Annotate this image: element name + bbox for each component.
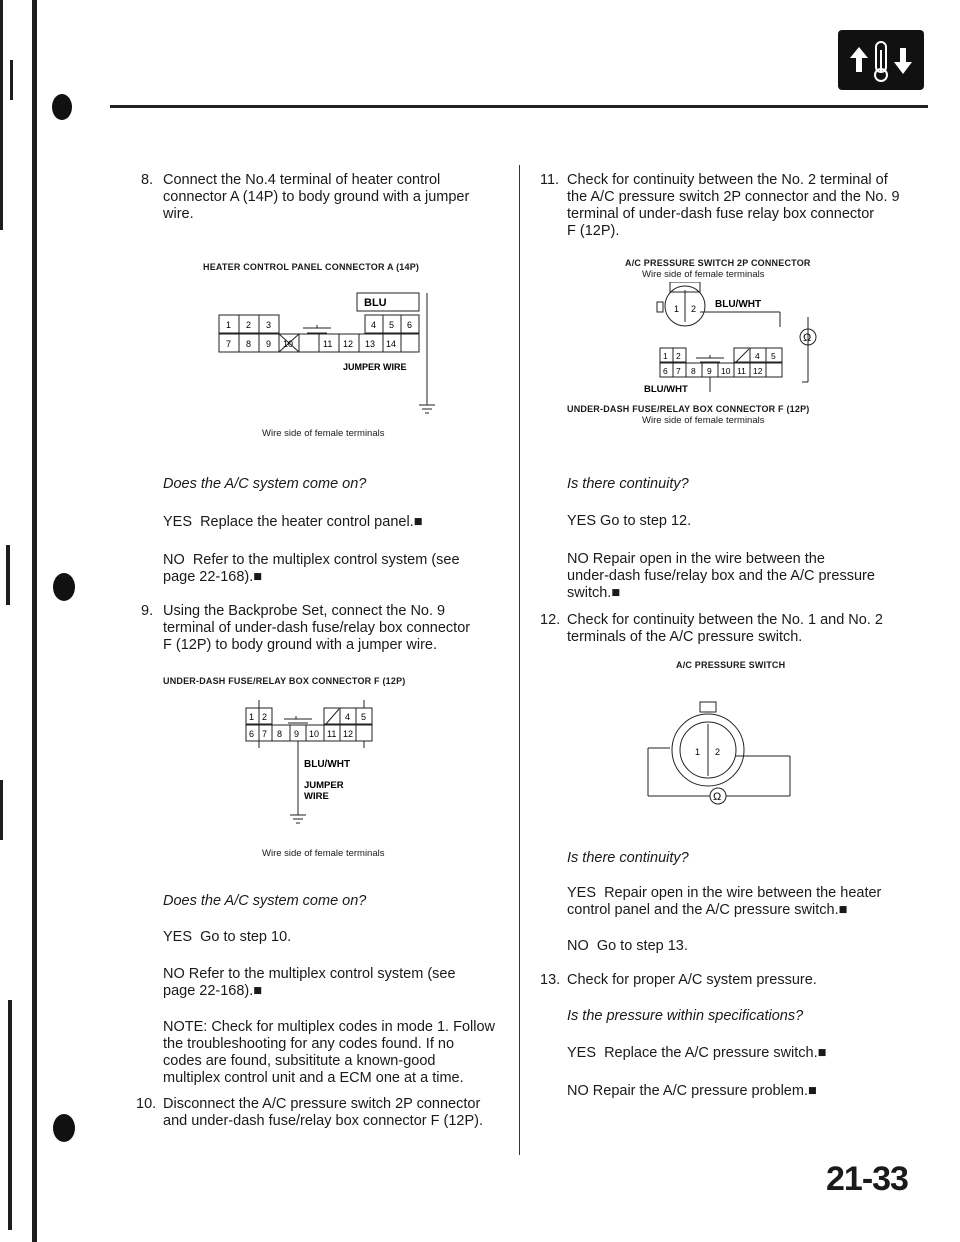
yes-answer xyxy=(567,885,912,919)
pin-number: 6 xyxy=(407,320,413,330)
note-line: multiplex control unit and a ECM one at a time. xyxy=(163,1070,464,1086)
pin-number: 5 xyxy=(771,351,776,361)
pin-number: 12 xyxy=(343,339,354,349)
no-label: NO xyxy=(567,551,589,567)
step-number: 11. xyxy=(540,172,560,188)
question: Is there continuity? xyxy=(567,476,689,492)
pin-number: 11 xyxy=(327,729,337,739)
step-line: Connect the No.4 terminal of heater control xyxy=(163,172,441,188)
pressure-switch-diagram xyxy=(640,700,820,810)
step-line: terminal of under-dash fuse/relay box connector xyxy=(163,620,471,636)
column-divider xyxy=(519,165,520,1155)
yes-answer xyxy=(163,929,291,946)
step-8 xyxy=(141,172,503,223)
pin-number: 1 xyxy=(226,320,232,330)
no-text: Repair open in the wire between the xyxy=(592,551,825,567)
pin-number: 3 xyxy=(266,320,272,330)
question: Does the A/C system come on? xyxy=(163,476,367,492)
wire-color-label: BLU/WHT xyxy=(644,384,688,395)
step-number: 10. xyxy=(136,1096,157,1112)
note-line: codes are found, subsititute a known-good xyxy=(163,1053,436,1069)
pin-number: 13 xyxy=(365,339,376,349)
no-answer xyxy=(567,551,912,602)
no-answer xyxy=(163,966,503,1000)
step-9 xyxy=(141,603,503,654)
note-line: NOTE: Check for multiplex codes in mode 1. Follow xyxy=(163,1019,496,1035)
pin-number: 8 xyxy=(691,366,696,376)
pin-number: 12 xyxy=(753,366,763,376)
yes-text: control panel and the A/C pressure switch.■ xyxy=(567,902,848,918)
yes-label: YES xyxy=(163,929,193,945)
pin-number: 7 xyxy=(262,729,268,739)
diagram-title: A/C PRESSURE SWITCH xyxy=(676,660,786,670)
step-line: terminal of under-dash fuse relay box connector xyxy=(567,206,875,222)
pin-number: 11 xyxy=(737,366,746,376)
marker-1 xyxy=(52,94,72,120)
pin-number: 8 xyxy=(246,339,252,349)
step-line: F (12P). xyxy=(567,223,620,239)
pin-number: 2 xyxy=(246,320,252,330)
pin-number: 4 xyxy=(755,351,760,361)
continuity-test-diagram xyxy=(640,282,880,397)
yes-text: Replace the A/C pressure switch.■ xyxy=(604,1045,827,1061)
pin-number: 5 xyxy=(389,320,395,330)
step-line: Disconnect the A/C pressure switch 2P connector xyxy=(163,1096,481,1112)
step-number: 9. xyxy=(141,603,154,619)
section-markers xyxy=(42,80,82,1200)
jumper-label: JUMPER WIRE xyxy=(304,780,344,802)
no-text: Refer to the multiplex control system (see xyxy=(188,966,456,982)
yes-answer xyxy=(567,513,691,530)
yes-label: YES xyxy=(567,1045,597,1061)
diagram-title: UNDER-DASH FUSE/RELAY BOX CONNECTOR F (12P) xyxy=(163,676,406,686)
diagram-title: A/C PRESSURE SWITCH 2P CONNECTOR xyxy=(625,258,811,268)
no-text: Repair the A/C pressure problem.■ xyxy=(592,1083,817,1099)
ohm-symbol: Ω xyxy=(803,332,812,344)
diagram-title: HEATER CONTROL PANEL CONNECTOR A (14P) xyxy=(203,262,420,272)
pin-number: 7 xyxy=(676,366,681,376)
header-rule xyxy=(110,105,928,108)
step-10 xyxy=(136,1096,508,1130)
pin-number: 9 xyxy=(707,366,712,376)
diagram-subtitle: Wire side of female terminals xyxy=(642,415,765,426)
pin-number: 2 xyxy=(691,304,697,314)
step-number: 13. xyxy=(540,972,561,988)
pin-number: 10 xyxy=(309,729,320,739)
pin-number: 10 xyxy=(721,366,731,376)
step-number: 8. xyxy=(141,172,154,188)
marker-2 xyxy=(53,573,75,601)
no-label: NO xyxy=(163,552,185,568)
diagram-caption: Wire side of female terminals xyxy=(262,428,385,439)
no-answer xyxy=(567,938,688,955)
yes-answer xyxy=(163,514,422,531)
pin-number: 8 xyxy=(277,729,283,739)
pin-number: 1 xyxy=(663,351,668,361)
diagram-title: UNDER-DASH FUSE/RELAY BOX CONNECTOR F (12P) xyxy=(567,404,810,414)
diagram-caption: Wire side of female terminals xyxy=(262,848,385,859)
wire-color-label: BLU xyxy=(364,297,387,309)
no-text: page 22-168).■ xyxy=(163,569,263,585)
pin-number: 6 xyxy=(663,366,668,376)
step-line: wire. xyxy=(163,206,194,222)
yes-label: YES xyxy=(163,514,193,530)
note-line: the troubleshooting for any codes found. If no xyxy=(163,1036,455,1052)
jumper-label: JUMPER WIRE xyxy=(343,362,407,372)
page-number: 21-33 xyxy=(826,1160,908,1198)
pin-number: 5 xyxy=(361,712,367,722)
step-line: and under-dash fuse/relay box connector F (12P). xyxy=(163,1113,483,1129)
step-line: Using the Backprobe Set, connect the No. 9 xyxy=(163,603,446,619)
step-number: 12. xyxy=(540,612,561,628)
question: Is the pressure within specifications? xyxy=(567,1008,804,1024)
pin-number: 4 xyxy=(345,712,351,722)
pin-number: 1 xyxy=(695,747,701,757)
no-answer xyxy=(567,1083,817,1100)
heater-connector-diagram xyxy=(195,285,445,420)
step-line: connector A (14P) to body ground with a jumper xyxy=(163,189,470,205)
yes-text: Go to step 12. xyxy=(600,513,692,529)
pin-number: 4 xyxy=(371,320,377,330)
no-text: switch.■ xyxy=(567,585,621,601)
heater-thermometer-icon xyxy=(838,30,924,90)
step-line: the A/C pressure switch 2P connector and the No. 9 xyxy=(567,189,900,205)
header-icon-box xyxy=(838,30,924,90)
pin-number: 2 xyxy=(262,712,268,722)
pin-number: 7 xyxy=(226,339,232,349)
step-line: Check for proper A/C system pressure. xyxy=(567,972,817,988)
no-text: under-dash fuse/relay box and the A/C pressure xyxy=(567,568,875,584)
ohm-symbol: Ω xyxy=(713,791,722,803)
no-label: NO xyxy=(163,966,185,982)
pin-number: 11 xyxy=(323,339,333,349)
pin-number: 12 xyxy=(343,729,354,739)
step-line: terminals of the A/C pressure switch. xyxy=(567,629,803,645)
pin-number: 14 xyxy=(386,339,397,349)
pin-number: 6 xyxy=(249,729,255,739)
no-text: Go to step 13. xyxy=(596,938,688,954)
yes-label: YES xyxy=(567,513,597,529)
no-answer xyxy=(163,552,503,586)
step-line: Check for continuity between the No. 2 terminal of xyxy=(567,172,888,188)
step-11 xyxy=(540,172,912,240)
note xyxy=(163,1019,508,1087)
yes-text: Replace the heater control panel.■ xyxy=(200,514,423,530)
step-line: Check for continuity between the No. 1 and No. 2 xyxy=(567,612,883,628)
pin-number: 1 xyxy=(249,712,255,722)
marker-3 xyxy=(53,1114,75,1142)
wire-color-label: BLU/WHT xyxy=(304,759,351,770)
no-label: NO xyxy=(567,1083,589,1099)
yes-label: YES xyxy=(567,885,597,901)
question: Is there continuity? xyxy=(567,850,689,866)
step-13 xyxy=(540,972,912,989)
yes-text: Go to step 10. xyxy=(200,929,292,945)
wire-color-label: BLU/WHT xyxy=(715,299,762,310)
no-text: page 22-168).■ xyxy=(163,983,263,999)
step-line: F (12P) to body ground with a jumper wire. xyxy=(163,637,438,653)
no-label: NO xyxy=(567,938,589,954)
yes-answer xyxy=(567,1045,826,1062)
pin-number: 1 xyxy=(674,304,680,314)
diagram-subtitle: Wire side of female terminals xyxy=(642,269,765,280)
pin-number: 2 xyxy=(676,351,681,361)
no-text: Refer to the multiplex control system (see xyxy=(192,552,460,568)
yes-text: Repair open in the wire between the heater xyxy=(604,885,882,901)
pin-number: 2 xyxy=(715,747,721,757)
question: Does the A/C system come on? xyxy=(163,893,367,909)
fuse-box-connector-diagram xyxy=(240,695,400,825)
pin-number: 9 xyxy=(266,339,272,349)
pin-number: 10 xyxy=(283,339,294,349)
pin-number: 9 xyxy=(294,729,300,739)
step-12 xyxy=(540,612,912,646)
